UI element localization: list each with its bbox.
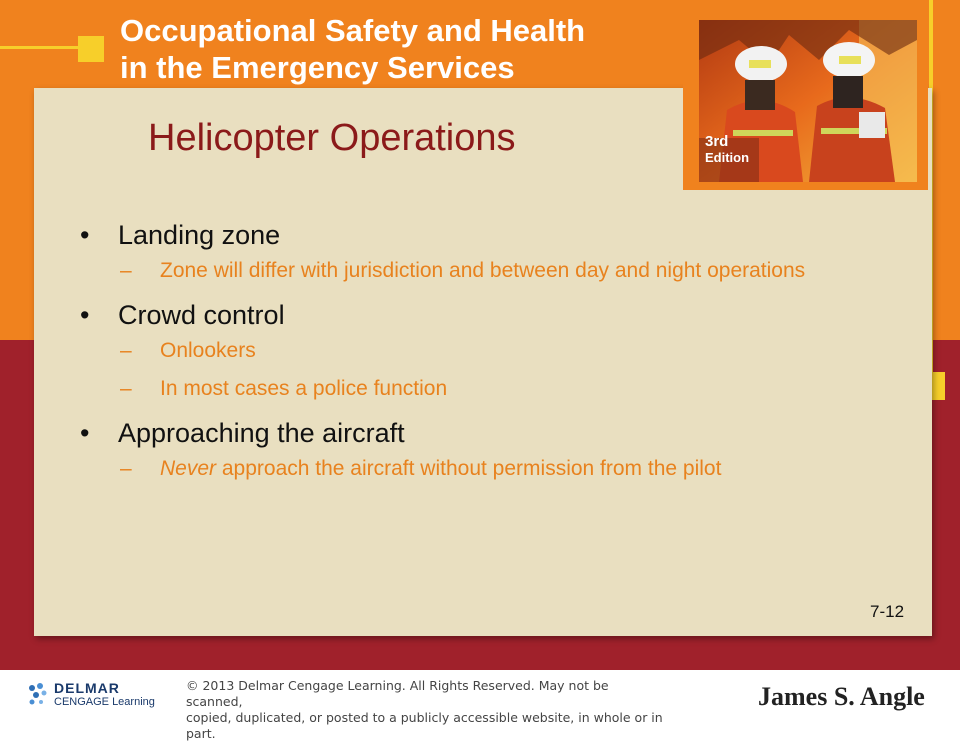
bullet-crowd-control (80, 298, 900, 332)
copyright-line1: © 2013 Delmar Cengage Learning. All Rights Reserved. May not be scanned, (186, 678, 609, 709)
bullet-text: Approaching the aircraft (118, 418, 405, 448)
dash-icon: – (120, 259, 132, 282)
publisher-logo (26, 678, 166, 714)
sub-bullet-text: Onlookers (160, 339, 256, 362)
dash-icon: – (120, 377, 132, 400)
cover-photo (683, 10, 928, 190)
page-number: 7-12 (870, 602, 905, 621)
bullet-text: Landing zone (118, 220, 281, 250)
decorative-square (78, 36, 104, 62)
bullet-icon: • (80, 418, 90, 448)
slide-title: Helicopter Operations (148, 117, 516, 159)
edition-line2: Edition (705, 150, 750, 165)
bullet-icon: • (80, 300, 90, 330)
sub-bullet (80, 454, 900, 484)
sub-bullet (80, 256, 900, 286)
bullet-list (80, 208, 900, 484)
edition-line1: 3rd (705, 133, 729, 150)
sub-bullet-text: In most cases a police function (160, 377, 448, 400)
bullet-landing-zone (80, 218, 900, 252)
bullet-text: Crowd control (118, 300, 285, 330)
sub-bullet-text: Zone will differ with jurisdiction and between day and night operations (160, 259, 806, 282)
book-title-line2: in the Emergency Services (120, 50, 515, 85)
emphasis-text: Never (160, 457, 217, 480)
sub-bullet (80, 374, 900, 404)
sub-bullet (80, 336, 900, 366)
logo-subname: CENGAGE Learning (54, 696, 155, 708)
sub-bullet-text: approach the aircraft without permission from the pilot (216, 457, 722, 480)
book-title (120, 12, 590, 86)
delmar-logo-icon (26, 680, 50, 710)
copyright-line2: copied, duplicated, or posted to a publicly accessible website, in whole or in part. (186, 710, 663, 741)
dash-icon: – (120, 339, 132, 362)
author-name: James S. Angle (758, 682, 925, 711)
edition-label (705, 134, 749, 166)
logo-name: DELMAR (54, 680, 120, 696)
book-title-line1: Occupational Safety and Health (120, 13, 586, 48)
bullet-approaching-aircraft (80, 416, 900, 450)
dash-icon: – (120, 457, 132, 480)
copyright-notice (186, 678, 666, 742)
bullet-icon: • (80, 220, 90, 250)
